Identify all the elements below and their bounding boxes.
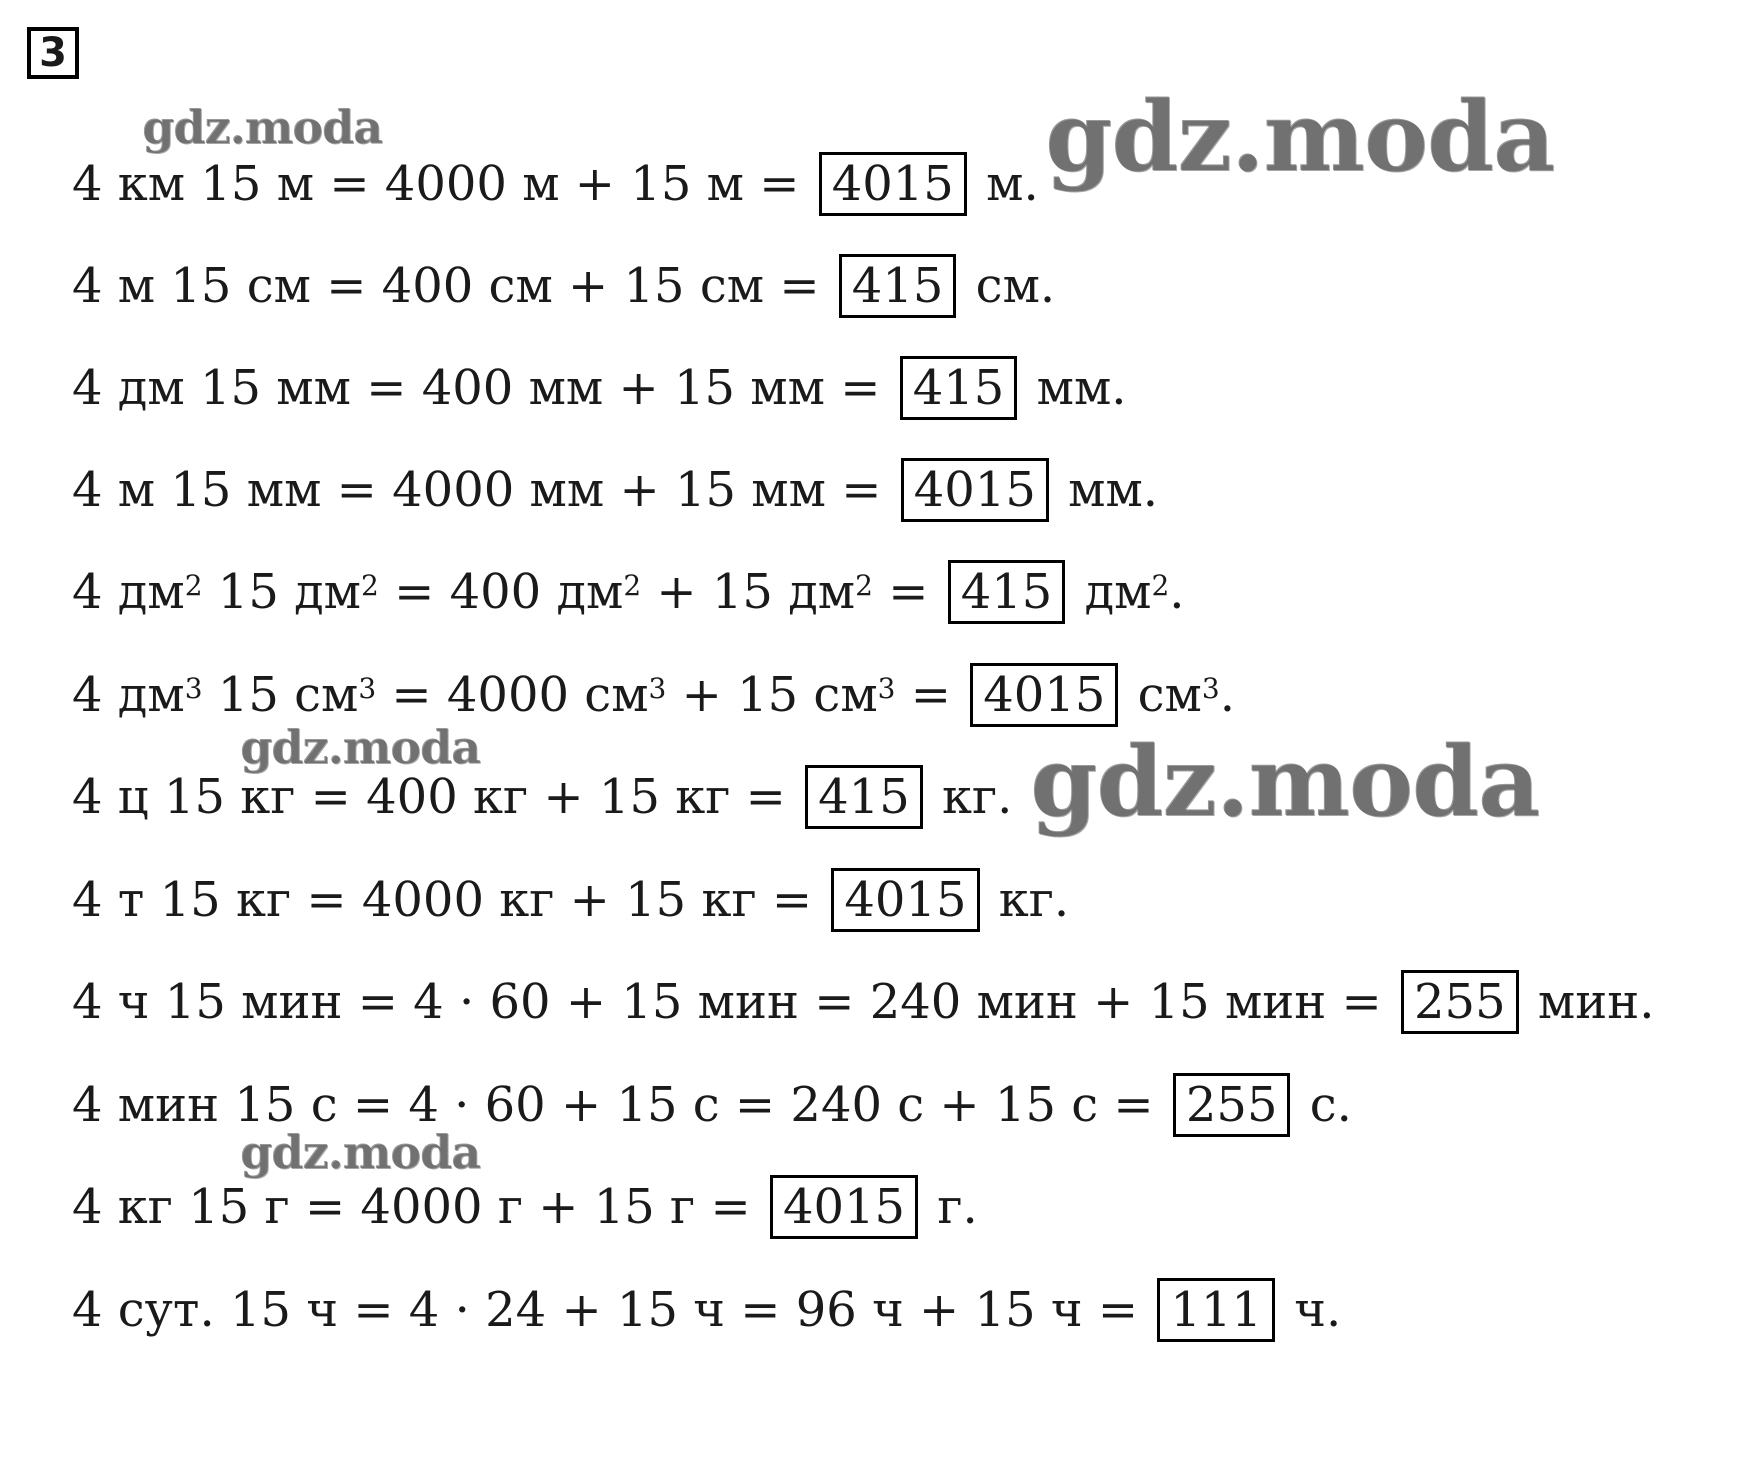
conversion-line-kg (72, 1173, 1654, 1276)
expression-part: 15 см (202, 666, 359, 723)
exponent: 2 (1151, 569, 1170, 602)
answer-box: 415 (900, 356, 1018, 420)
conversion-list (72, 150, 1654, 1378)
unit: см (1122, 666, 1202, 723)
expression-part: 4 дм (72, 666, 185, 723)
task-number: 3 (27, 27, 79, 79)
expression: 4 ц 15 кг = 400 кг + 15 кг = (72, 769, 802, 825)
conversion-line-tonne (72, 866, 1654, 969)
expression: 4 ч 15 мин = 4 · 60 + 15 мин = 240 мин + 15 мин = (72, 974, 1398, 1030)
expression: 4 км 15 м = 4000 м + 15 м = (72, 156, 815, 212)
watermark: gdz.moda (240, 720, 480, 774)
exponent: 2 (184, 569, 203, 602)
watermark: gdz.moda (142, 100, 382, 154)
watermark: gdz.moda (1045, 80, 1555, 193)
expression: 4 сут. 15 ч = 4 · 24 + 15 ч = 96 ч + 15 ч = (72, 1281, 1154, 1338)
answer-box: 415 (805, 765, 923, 829)
unit: м. (970, 156, 1039, 212)
conversion-line-area (72, 558, 1654, 661)
unit: кг. (926, 769, 1013, 825)
answer-box: 415 (948, 560, 1066, 624)
answer-box: 111 (1157, 1278, 1275, 1342)
exponent: 2 (623, 569, 642, 602)
expression: 4 м 15 см = 400 см + 15 см = (72, 258, 835, 314)
watermark: gdz.moda (1030, 725, 1540, 838)
exponent: 2 (361, 569, 379, 602)
expression-part: 4 дм (72, 564, 185, 620)
watermark: gdz.moda (240, 1125, 480, 1179)
expression: 4 м 15 мм = 4000 мм + 15 мм = (72, 462, 897, 518)
conversion-line-m-cm (72, 252, 1654, 354)
answer-box: 4015 (770, 1175, 918, 1239)
answer-box: 4015 (970, 663, 1118, 727)
expression-part: + 15 см (666, 666, 878, 723)
conversion-line-days (72, 1276, 1654, 1379)
exponent: 3 (648, 671, 667, 705)
unit: дм (1069, 564, 1152, 620)
expression-part: = (895, 666, 967, 723)
conversion-line-minutes (72, 1071, 1654, 1174)
conversion-line-hours (72, 968, 1654, 1071)
answer-box: 255 (1173, 1073, 1291, 1137)
expression: 4 кг 15 г = 4000 г + 15 г = (72, 1179, 766, 1235)
answer-box: 4015 (831, 868, 979, 932)
unit: г. (922, 1179, 978, 1235)
unit: см. (960, 258, 1056, 314)
unit: с. (1294, 1076, 1352, 1133)
unit: кг. (983, 871, 1070, 928)
period: . (1219, 666, 1235, 723)
conversion-line-m-mm (72, 456, 1654, 558)
answer-box: 255 (1401, 970, 1519, 1034)
conversion-line-centner (72, 763, 1654, 866)
unit: ч. (1278, 1281, 1342, 1338)
exponent: 3 (184, 671, 203, 705)
expression: 4 т 15 кг = 4000 кг + 15 кг = (72, 871, 828, 928)
unit: мм. (1021, 360, 1127, 416)
answer-box: 4015 (819, 152, 967, 216)
expression: 4 дм 15 мм = 400 мм + 15 мм = (72, 360, 896, 416)
expression-part: = 400 дм (378, 564, 624, 620)
exponent: 3 (1201, 671, 1220, 705)
exponent: 2 (855, 569, 873, 602)
unit: мм. (1052, 462, 1159, 518)
conversion-line-dm-mm (72, 354, 1654, 456)
expression: 4 мин 15 с = 4 · 60 + 15 с = 240 с + 15 с = (72, 1076, 1169, 1133)
conversion-line-km (72, 150, 1654, 252)
answer-box: 4015 (901, 458, 1049, 522)
expression-part: = (872, 564, 944, 620)
unit: мин. (1522, 974, 1655, 1030)
expression-part: 15 дм (202, 564, 361, 620)
exponent: 3 (358, 671, 377, 705)
expression-part: + 15 дм (641, 564, 856, 620)
exponent: 3 (877, 671, 896, 705)
answer-box: 415 (839, 254, 957, 318)
period: . (1169, 564, 1185, 620)
expression-part: = 4000 см (376, 666, 649, 723)
conversion-line-volume (72, 661, 1654, 764)
